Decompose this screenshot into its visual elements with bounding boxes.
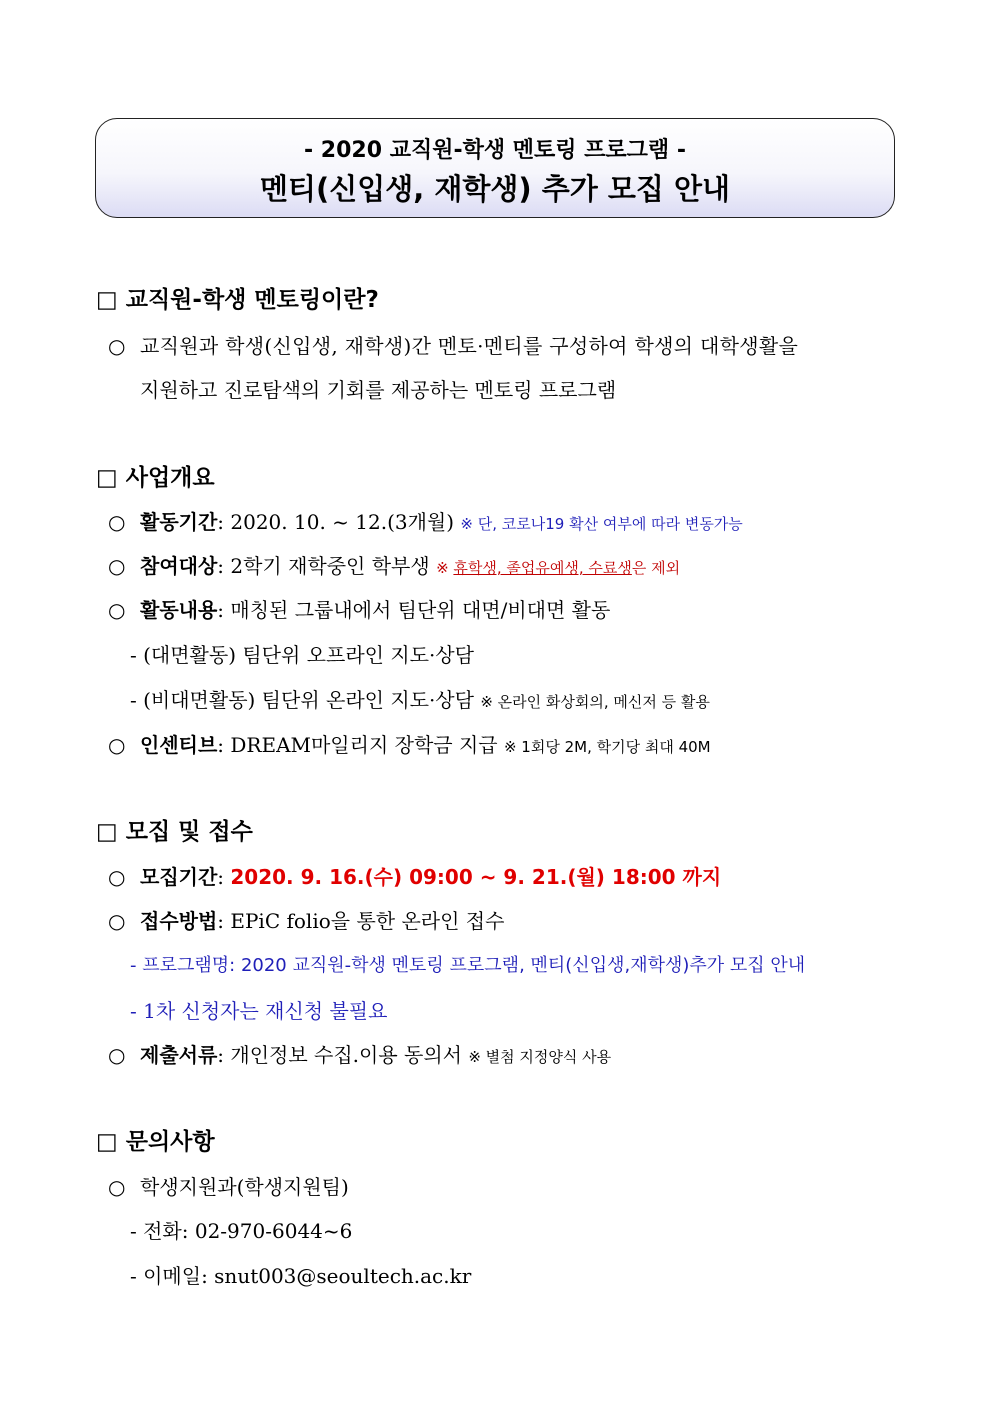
- documents-label: 제출서류: [140, 1043, 218, 1067]
- activity-period-row: [140, 508, 743, 538]
- bullet-mark: ○: [108, 1175, 126, 1199]
- bullet-mark: ○: [108, 334, 126, 358]
- reapply-note: - 1차 신청자는 재신청 불필요: [130, 999, 388, 1023]
- incentive-row: [140, 731, 711, 761]
- face-to-face-item: - (대면활동) 팀단위 오프라인 지도·상담: [130, 643, 474, 667]
- activity-content-row: [140, 596, 610, 624]
- recruit-period-label: 모집기간: [140, 865, 218, 889]
- incentive-label: 인센티브: [140, 733, 218, 757]
- non-face-to-face-item: - (비대면활동) 팀단위 온라인 지도·상담: [130, 688, 474, 712]
- incentive-note: ※ 1회당 2M, 학기당 최대 40M: [503, 738, 711, 756]
- section-heading-recruitment: □ 모집 및 접수: [96, 819, 253, 845]
- activity-content-label: 활동내용: [140, 598, 218, 622]
- activity-period-label: 활동기간: [140, 510, 218, 534]
- documents-row: [140, 1041, 611, 1071]
- mentoring-desc-line1: 교직원과 학생(신입생, 재학생)간 멘토·멘티를 구성하여 학생의 대학생활을: [140, 334, 799, 358]
- non-face-to-face-row: [130, 686, 710, 716]
- activity-period-note: ※ 단, 코로나19 확산 여부에 따라 변동가능: [460, 515, 743, 533]
- target-note: [436, 559, 680, 577]
- contact-phone: - 전화: 02-970-6044~6: [130, 1219, 353, 1243]
- application-method-value: : EPiC folio을 통한 온라인 접수: [217, 909, 505, 933]
- title-subtitle: - 2020 교직원-학생 멘토링 프로그램 -: [304, 138, 686, 163]
- documents-note: ※ 별첨 지정양식 사용: [468, 1048, 612, 1066]
- bullet-mark: ○: [108, 554, 126, 578]
- non-face-to-face-note: ※ 온라인 화상회의, 메신저 등 활용: [480, 693, 710, 711]
- target-row: [140, 552, 680, 582]
- target-note-tail: 은 제외: [631, 559, 681, 577]
- recruit-period-value: 2020. 9. 16.(수) 09:00 ~ 9. 21.(월) 18:00 까지: [230, 865, 722, 889]
- bullet-mark: ○: [108, 733, 126, 757]
- mentoring-desc-line2: 지원하고 진로탐색의 기회를 제공하는 멘토링 프로그램: [140, 378, 617, 402]
- program-name-line: - 프로그램명: 2020 교직원-학생 멘토링 프로그램, 멘티(신입생,재학생)추가 모집 안내: [130, 955, 806, 976]
- title-main: 멘티(신입생, 재학생) 추가 모집 안내: [259, 172, 731, 206]
- recruit-period-colon: :: [217, 865, 231, 889]
- bullet-mark: ○: [108, 865, 126, 889]
- recruit-period-row: [140, 863, 721, 891]
- target-note-excluded: 휴학생, 졸업유예생, 수료생: [453, 559, 632, 577]
- bullet-mark: ○: [108, 1043, 126, 1067]
- activity-content-value: : 매칭된 그룹내에서 팀단위 대면/비대면 활동: [217, 598, 611, 622]
- incentive-value: : DREAM마일리지 장학금 지급: [217, 733, 498, 757]
- contact-email[interactable]: - 이메일: snut003@seoultech.ac.kr: [130, 1264, 472, 1288]
- documents-value: : 개인정보 수집.이용 동의서: [217, 1043, 462, 1067]
- title-box: [95, 118, 895, 218]
- application-method-label: 접수방법: [140, 909, 218, 933]
- bullet-mark: ○: [108, 909, 126, 933]
- contact-department: 학생지원과(학생지원팀): [140, 1175, 349, 1199]
- section-heading-mentoring: □ 교직원-학생 멘토링이란?: [96, 287, 379, 313]
- target-value: : 2학기 재학중인 학부생: [217, 554, 430, 578]
- application-method-row: [140, 907, 504, 935]
- target-note-mark: ※: [436, 559, 454, 577]
- section-heading-overview: □ 사업개요: [96, 465, 215, 491]
- bullet-mark: ○: [108, 598, 126, 622]
- bullet-mark: ○: [108, 510, 126, 534]
- section-heading-inquiry: □ 문의사항: [96, 1129, 215, 1155]
- activity-period-value: : 2020. 10. ~ 12.(3개월): [217, 510, 455, 534]
- target-label: 참여대상: [140, 554, 218, 578]
